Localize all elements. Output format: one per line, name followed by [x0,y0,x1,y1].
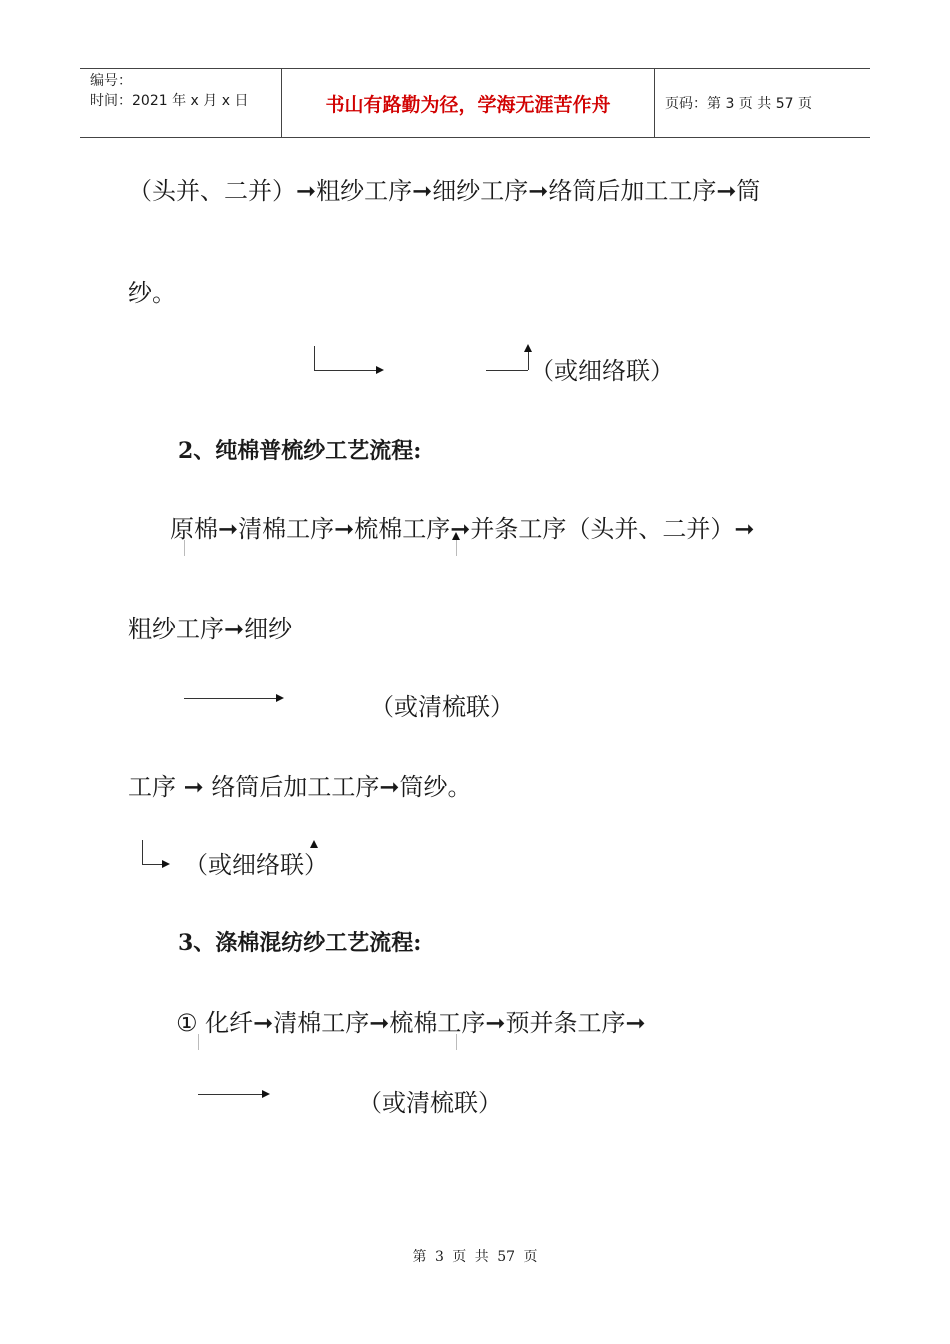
section-heading-2: 2、纯棉普梳纱工艺流程: [178,438,422,464]
document-header [80,68,870,138]
header-motto: 书山有路勤为径，学海无涯苦作舟 [282,69,655,137]
header-page-number: 页码：第 3 页 共 57 页 [665,96,812,112]
process-line-1: （头并、二并）➞粗纱工序➞细纱工序➞络筒后加工工序➞筒 [128,177,761,205]
note-open-card-2: （或清梳联） [358,1089,502,1117]
arrow-right-icon [276,694,284,702]
arrow-right-icon [162,860,170,868]
process-line-9: ① 化纤➞清棉工序➞梳棉工序➞预并条工序➞ [176,1009,646,1037]
header-meta [80,69,282,137]
page-footer [0,1246,950,1266]
note-fine-winding-1: （或细络联） [530,357,674,385]
footer-page-number: 第 3 页 共 57 页 [412,1249,538,1265]
document-date: 时间：2021 年 x 月 x 日 [90,93,249,109]
process-line-5: 粗纱工序➞细纱 [128,615,293,643]
arrow-right-icon [376,366,384,374]
process-line-4: 原棉➞清棉工序➞梳棉工序➞并条工序（头并、二并）➞ [170,515,755,543]
arrow-up-icon [310,840,318,848]
arrow-up-icon [524,344,532,352]
arrow-up-icon [452,532,460,540]
section-heading-3: 3、涤棉混纺纱工艺流程: [178,930,422,956]
document-number: 编号： [90,73,132,89]
note-open-card-1: （或清梳联） [370,693,514,721]
arrow-right-icon [262,1090,270,1098]
process-line-2: 纱。 [128,279,176,307]
process-line-7: 工序 ➞ 络筒后加工工序➞筒纱。 [128,773,472,801]
note-fine-winding-2: （或细络联） [184,851,328,879]
